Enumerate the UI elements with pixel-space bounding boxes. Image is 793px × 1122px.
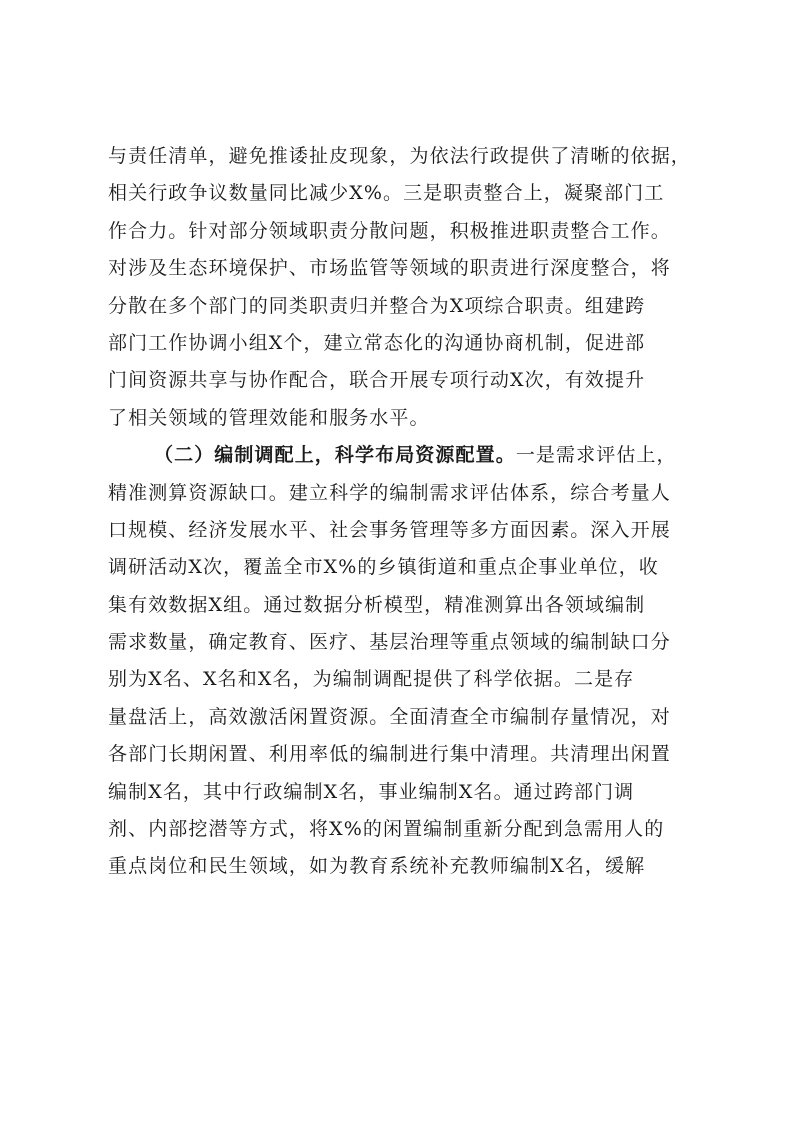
section-line-3: 调研活动X次，覆盖全市X%的乡镇街道和重点企事业单位，收: [108, 556, 659, 579]
section-first-line-rest: 一是需求评估上，: [515, 444, 677, 467]
section-line-7: 量盘活上，高效激活闲置资源。全面清查全市编制存量情况，对: [108, 705, 671, 728]
section-line-6: 别为X名、X名和X名，为编制调配提供了科学依据。二是存: [108, 668, 635, 691]
section-line-5: 需求数量，确定教育、医疗、基层治理等重点领域的编制缺口分: [108, 631, 671, 654]
body-line-7: 门间资源共享与协作配合，联合开展专项行动X次，有效提升: [108, 369, 646, 392]
body-line-8: 了相关领域的管理效能和服务水平。: [108, 406, 430, 429]
document-body: [108, 138, 691, 886]
body-line-2: 相关行政争议数量同比减少X%。三是职责整合上，凝聚部门工: [108, 182, 665, 205]
body-line-3: 作合力。针对部分领域职责分散问题，积极推进职责整合工作。: [108, 219, 671, 242]
section-line-2: 口规模、经济发展水平、社会事务管理等多方面因素。深入开展: [108, 518, 671, 541]
section-line-10: 剂、内部挖潜等方式，将X%的闲置编制重新分配到急需用人的: [108, 818, 665, 841]
section-line-1: 精准测算资源缺口。建立科学的编制需求评估体系，综合考量人: [108, 481, 671, 504]
body-line-1: 与责任清单，避免推诿扯皮现象，为依法行政提供了清晰的依据，: [108, 145, 691, 167]
body-line-6: 部门工作协调小组X个，建立常态化的沟通协商机制，促进部: [108, 331, 646, 354]
section-line-11: 重点岗位和民生领域，如为教育系统补充教师编制X名，缓解: [108, 855, 646, 878]
section-line-9: 编制X名，其中行政编制X名，事业编制X名。通过跨部门调: [108, 780, 635, 803]
section-first-line: [108, 437, 688, 474]
body-line-4: 对涉及生态环境保护、市场监管等领域的职责进行深度整合，将: [108, 257, 671, 280]
section-line-4: 集有效数据X组。通过数据分析模型，精准测算出各领域编制: [108, 593, 646, 616]
section-heading: （二）编制调配上，科学布局资源配置。: [154, 444, 516, 467]
body-line-5: 分散在多个部门的同类职责归并整合为X项综合职责。组建跨: [108, 294, 646, 317]
section-line-8: 各部门长期闲置、利用率低的编制进行集中清理。共清理出闲置: [108, 743, 671, 766]
